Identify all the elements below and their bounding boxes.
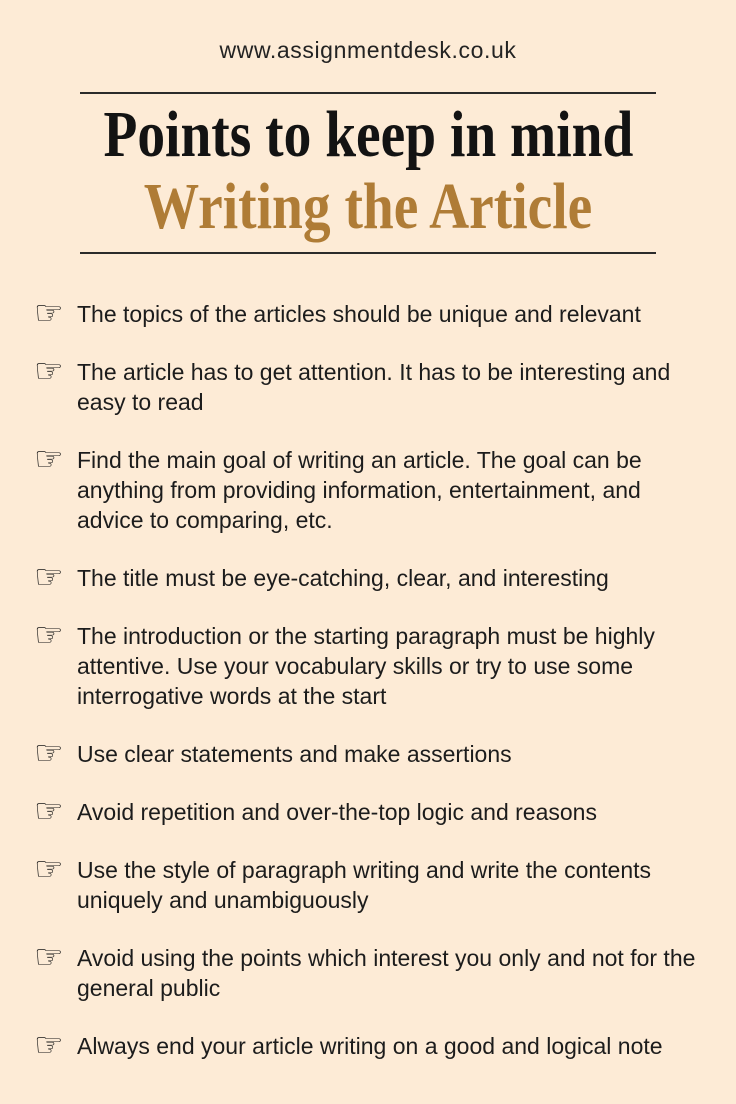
point-text: The introduction or the starting paragraph must be highly attentive. Use your vocabulary skills or try to use some interrogative words at the start: [77, 623, 655, 709]
pointing-hand-icon: ☞: [34, 351, 64, 390]
pointing-hand-icon: ☞: [34, 1025, 64, 1064]
points-list: [0, 293, 736, 1064]
page-title: [0, 98, 736, 171]
point-text: Always end your article writing on a good and logical note: [77, 1033, 663, 1059]
list-item: [34, 791, 699, 830]
pointing-hand-icon: ☞: [34, 439, 64, 478]
point-text: The topics of the articles should be unique and relevant: [77, 301, 641, 327]
list-item: [34, 439, 699, 535]
point-text: The article has to get attention. It has to be interesting and easy to read: [77, 359, 671, 415]
list-item: [34, 351, 699, 417]
website-url[interactable]: www.assignmentdesk.co.uk: [219, 37, 517, 63]
page-title-text: Points to keep in mind: [103, 98, 633, 171]
point-text: Use clear statements and make assertions: [77, 741, 512, 767]
pointing-hand-icon: ☞: [34, 849, 64, 888]
bottom-divider: [80, 252, 656, 254]
pointing-hand-icon: ☞: [34, 615, 64, 654]
pointing-hand-icon: ☞: [34, 733, 64, 772]
top-divider: [80, 92, 656, 94]
point-text: The title must be eye-catching, clear, and interesting: [77, 565, 609, 591]
point-text: Use the style of paragraph writing and write the contents uniquely and unambiguously: [77, 857, 652, 913]
point-text: Avoid using the points which interest you only and not for the general public: [77, 945, 696, 1001]
page-subtitle: [0, 170, 736, 243]
page-subtitle-text: Writing the Article: [143, 170, 593, 243]
list-item: [34, 849, 699, 915]
list-item: [34, 1025, 699, 1064]
list-item: [34, 615, 699, 711]
pointing-hand-icon: ☞: [34, 791, 64, 830]
pointing-hand-icon: ☞: [34, 937, 64, 976]
list-item: [34, 937, 699, 1003]
list-item: [34, 557, 699, 596]
pointing-hand-icon: ☞: [34, 293, 64, 332]
point-text: Find the main goal of writing an article. The goal can be anything from providing information, entertainment, and advice to comparing, etc.: [77, 447, 642, 533]
pointing-hand-icon: ☞: [34, 557, 64, 596]
list-item: [34, 733, 699, 772]
point-text: Avoid repetition and over-the-top logic and reasons: [77, 799, 597, 825]
list-item: [34, 293, 699, 332]
